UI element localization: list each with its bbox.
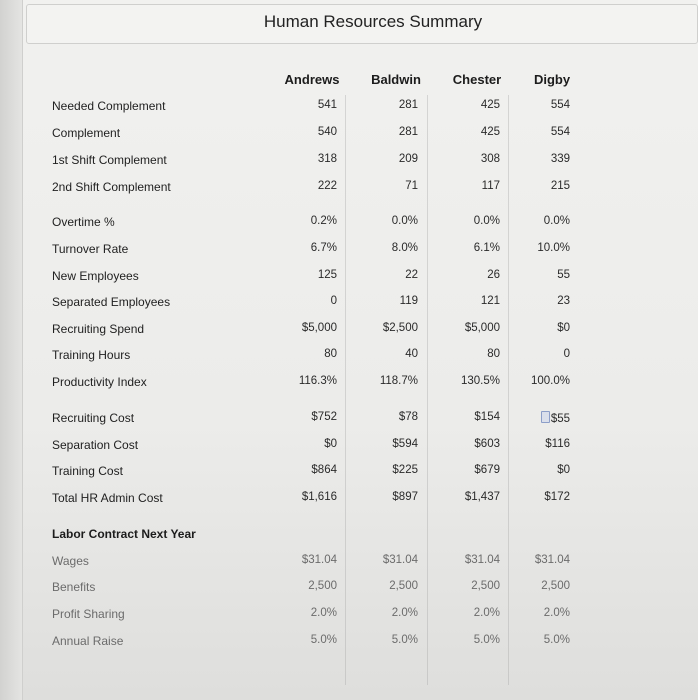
cell-chester: 0.0% (473, 215, 500, 227)
table-row (0, 411, 698, 431)
table-row (0, 269, 698, 289)
row-label: Complement (52, 126, 121, 140)
row-label: Turnover Rate (52, 242, 129, 256)
cell-andrews: 5.0% (310, 634, 337, 646)
cell-digby: 55 (557, 269, 570, 281)
table-row (0, 348, 698, 368)
cell-baldwin: 8.0% (391, 242, 418, 254)
cell-andrews: 541 (317, 99, 337, 111)
cell-baldwin: 281 (398, 99, 418, 111)
row-label: Annual Raise (52, 634, 124, 648)
row-label: Total HR Admin Cost (52, 491, 163, 505)
cell-andrews: $864 (311, 464, 337, 476)
table-row (0, 215, 698, 235)
cell-chester: 130.5% (460, 375, 500, 387)
row-label: Productivity Index (52, 375, 147, 389)
cell-digby: 0.0% (543, 215, 570, 227)
cell-baldwin: 118.7% (379, 375, 418, 387)
page-title: Human Resources Summary (263, 12, 483, 31)
table-row (0, 295, 698, 315)
cell-digby: 5.0% (543, 634, 570, 646)
cell-baldwin: $897 (392, 491, 418, 503)
cell-chester: $603 (474, 438, 500, 450)
cell-andrews: $1,616 (301, 491, 337, 503)
cell-digby: 554 (550, 126, 570, 138)
table-row (0, 153, 698, 173)
cell-chester: 308 (480, 153, 500, 165)
cell-chester: 80 (487, 348, 500, 360)
cell-andrews: 222 (317, 180, 337, 192)
cell-andrews: 0 (330, 295, 337, 307)
row-label: 1st Shift Complement (52, 153, 167, 167)
cell-digby: 2,500 (541, 580, 570, 592)
cell-chester: $1,437 (464, 491, 500, 503)
cell-andrews: $0 (324, 438, 337, 450)
cell-digby: 10.0% (537, 242, 570, 254)
column-header-baldwin: Baldwin (371, 72, 421, 87)
table-row (0, 554, 698, 574)
cell-baldwin: 119 (399, 295, 418, 307)
cell-andrews: 80 (324, 348, 337, 360)
cell-andrews: $31.04 (301, 554, 337, 566)
column-header-andrews: Andrews (284, 72, 340, 87)
row-label: Recruiting Spend (52, 322, 145, 336)
cell-baldwin: 40 (405, 348, 418, 360)
cell-digby: 100.0% (530, 375, 570, 387)
cell-andrews: 6.7% (310, 242, 337, 254)
table-row (0, 322, 698, 342)
cell-baldwin: $594 (392, 438, 418, 450)
cell-baldwin: 5.0% (391, 634, 418, 646)
cell-baldwin: $225 (392, 464, 418, 476)
cell-baldwin: $2,500 (382, 322, 418, 334)
cell-chester: 425 (480, 126, 500, 138)
row-label: Separated Employees (52, 295, 171, 309)
cell-andrews: 125 (317, 269, 337, 281)
table-row (0, 375, 698, 395)
row-label: New Employees (52, 269, 139, 283)
table-row (0, 607, 698, 627)
row-label: Training Hours (52, 348, 131, 362)
text-cursor-icon (541, 411, 550, 423)
cell-digby: 554 (550, 99, 570, 111)
cell-chester: 26 (487, 269, 500, 281)
cell-chester: 5.0% (473, 634, 500, 646)
cell-baldwin: $31.04 (382, 554, 418, 566)
cell-andrews: $5,000 (301, 322, 337, 334)
cell-chester: 6.1% (473, 242, 500, 254)
column-header-chester: Chester (452, 72, 502, 87)
cell-digby: $116 (545, 438, 570, 450)
cell-baldwin: 2.0% (391, 607, 418, 619)
row-label: Recruiting Cost (52, 411, 135, 425)
table-row (0, 99, 698, 119)
table-row (0, 580, 698, 600)
cell-chester: 117 (481, 180, 500, 192)
table-row (0, 242, 698, 262)
cell-andrews: 116.3% (298, 375, 337, 387)
table-row (0, 634, 698, 654)
cell-digby: 215 (550, 180, 570, 192)
row-label: Benefits (52, 580, 96, 594)
row-label: Wages (52, 554, 89, 568)
row-label: Separation Cost (52, 438, 139, 452)
cell-chester: $679 (474, 464, 500, 476)
cell-digby: 23 (557, 295, 570, 307)
table-row (0, 126, 698, 146)
cell-baldwin: 2,500 (389, 580, 418, 592)
table-row (0, 180, 698, 200)
row-label: Overtime % (52, 215, 115, 229)
cell-baldwin: $78 (398, 411, 418, 423)
cell-chester: 2.0% (473, 607, 500, 619)
cell-chester: $154 (474, 411, 500, 423)
cell-andrews: 2.0% (310, 607, 337, 619)
cell-chester: $5,000 (464, 322, 500, 334)
column-header-digby: Digby (533, 72, 571, 87)
cell-digby: $172 (544, 491, 570, 503)
row-label: Needed Complement (52, 99, 166, 113)
cell-digby: 339 (550, 153, 570, 165)
cell-digby (541, 411, 570, 425)
cell-digby: 2.0% (543, 607, 570, 619)
cell-chester: $31.04 (464, 554, 500, 566)
labor-contract-heading: Labor Contract Next Year (52, 527, 196, 541)
cell-andrews: 2,500 (308, 580, 337, 592)
table-row (0, 491, 698, 511)
cell-baldwin: 22 (405, 269, 418, 281)
cell-chester: 2,500 (471, 580, 500, 592)
cell-andrews: 0.2% (310, 215, 337, 227)
cell-baldwin: 0.0% (391, 215, 418, 227)
row-label: 2nd Shift Complement (52, 180, 171, 194)
cell-andrews: 318 (317, 153, 337, 165)
cell-andrews: 540 (317, 126, 337, 138)
cell-chester: 425 (480, 99, 500, 111)
cell-chester: 121 (480, 295, 500, 307)
cell-digby: 0 (563, 348, 570, 360)
cell-digby: $31.04 (534, 554, 570, 566)
cell-digby: $0 (557, 464, 570, 476)
table-row (0, 438, 698, 458)
table-row (0, 464, 698, 484)
row-label: Training Cost (52, 464, 123, 478)
cell-baldwin: 281 (398, 126, 418, 138)
cell-digby: $0 (557, 322, 570, 334)
cell-andrews: $752 (311, 411, 337, 423)
cell-digby-value: $55 (550, 413, 570, 425)
cell-baldwin: 71 (405, 180, 418, 192)
row-label: Profit Sharing (52, 607, 125, 621)
cell-baldwin: 209 (398, 153, 418, 165)
